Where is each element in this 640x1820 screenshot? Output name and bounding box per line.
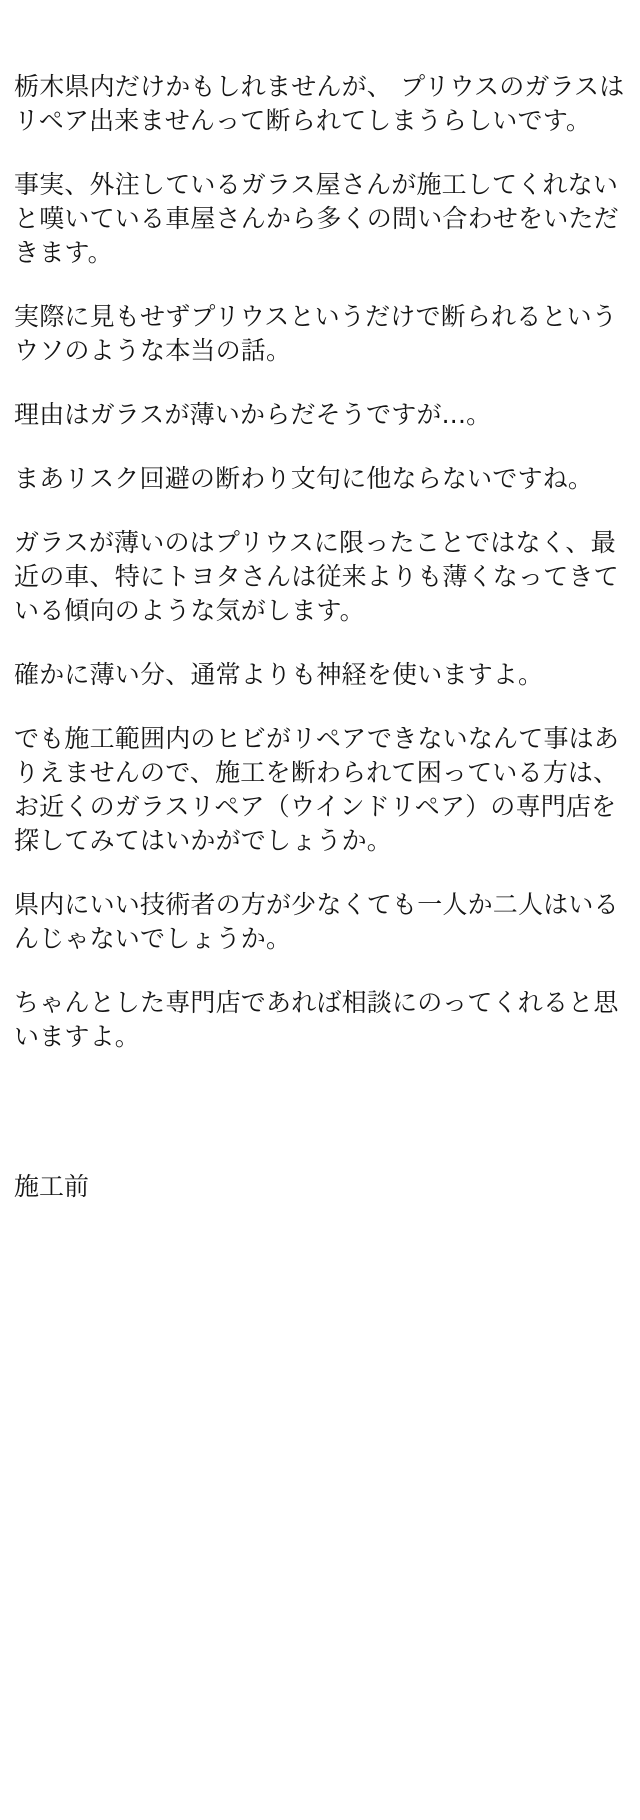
paragraph: 栃木県内だけかもしれませんが、 プリウスのガラスはリペア出来ませんって断られてしまうらしいです。 [14,72,625,135]
paragraph: 県内にいい技術者の方が少なくても一人か二人はいるんじゃないでしょうか。 [14,890,619,953]
paragraph: 実際に見もせずプリウスというだけで断られるというウソのような本当の話。 [14,302,618,365]
paragraph: 確かに薄い分、通常よりも神経を使いますよ。 [14,660,544,689]
paragraph: でも施工範囲内のヒビがリペアできないなんて事はありえませんので、施工を断わられて困っている方は、 お近くのガラスリペア（ウインドリペア）の専門店を探してみてはいかがでしょうか。 [14,724,627,855]
article-body [14,70,626,1204]
paragraph: ガラスが薄いのはプリウスに限ったことではなく、最近の車、特にトヨタさんは従来よりも薄くなってきている傾向のような気がします。 [14,528,619,625]
paragraph: まあリスク回避の断わり文句に他ならないですね。 [14,464,594,493]
paragraph: 理由はガラスが薄いからだそうですが...。 [14,400,492,429]
paragraph: 事実、外注しているガラス屋さんが施工してくれないと嘆いている車屋さんから多くの問い合わせをいただきます。 [14,170,619,267]
image-caption: 施工前 [14,1172,90,1201]
paragraph: ちゃんとした専門店であれば相談にのってくれると思いますよ。 [14,988,619,1051]
section-spacer [14,1084,626,1170]
